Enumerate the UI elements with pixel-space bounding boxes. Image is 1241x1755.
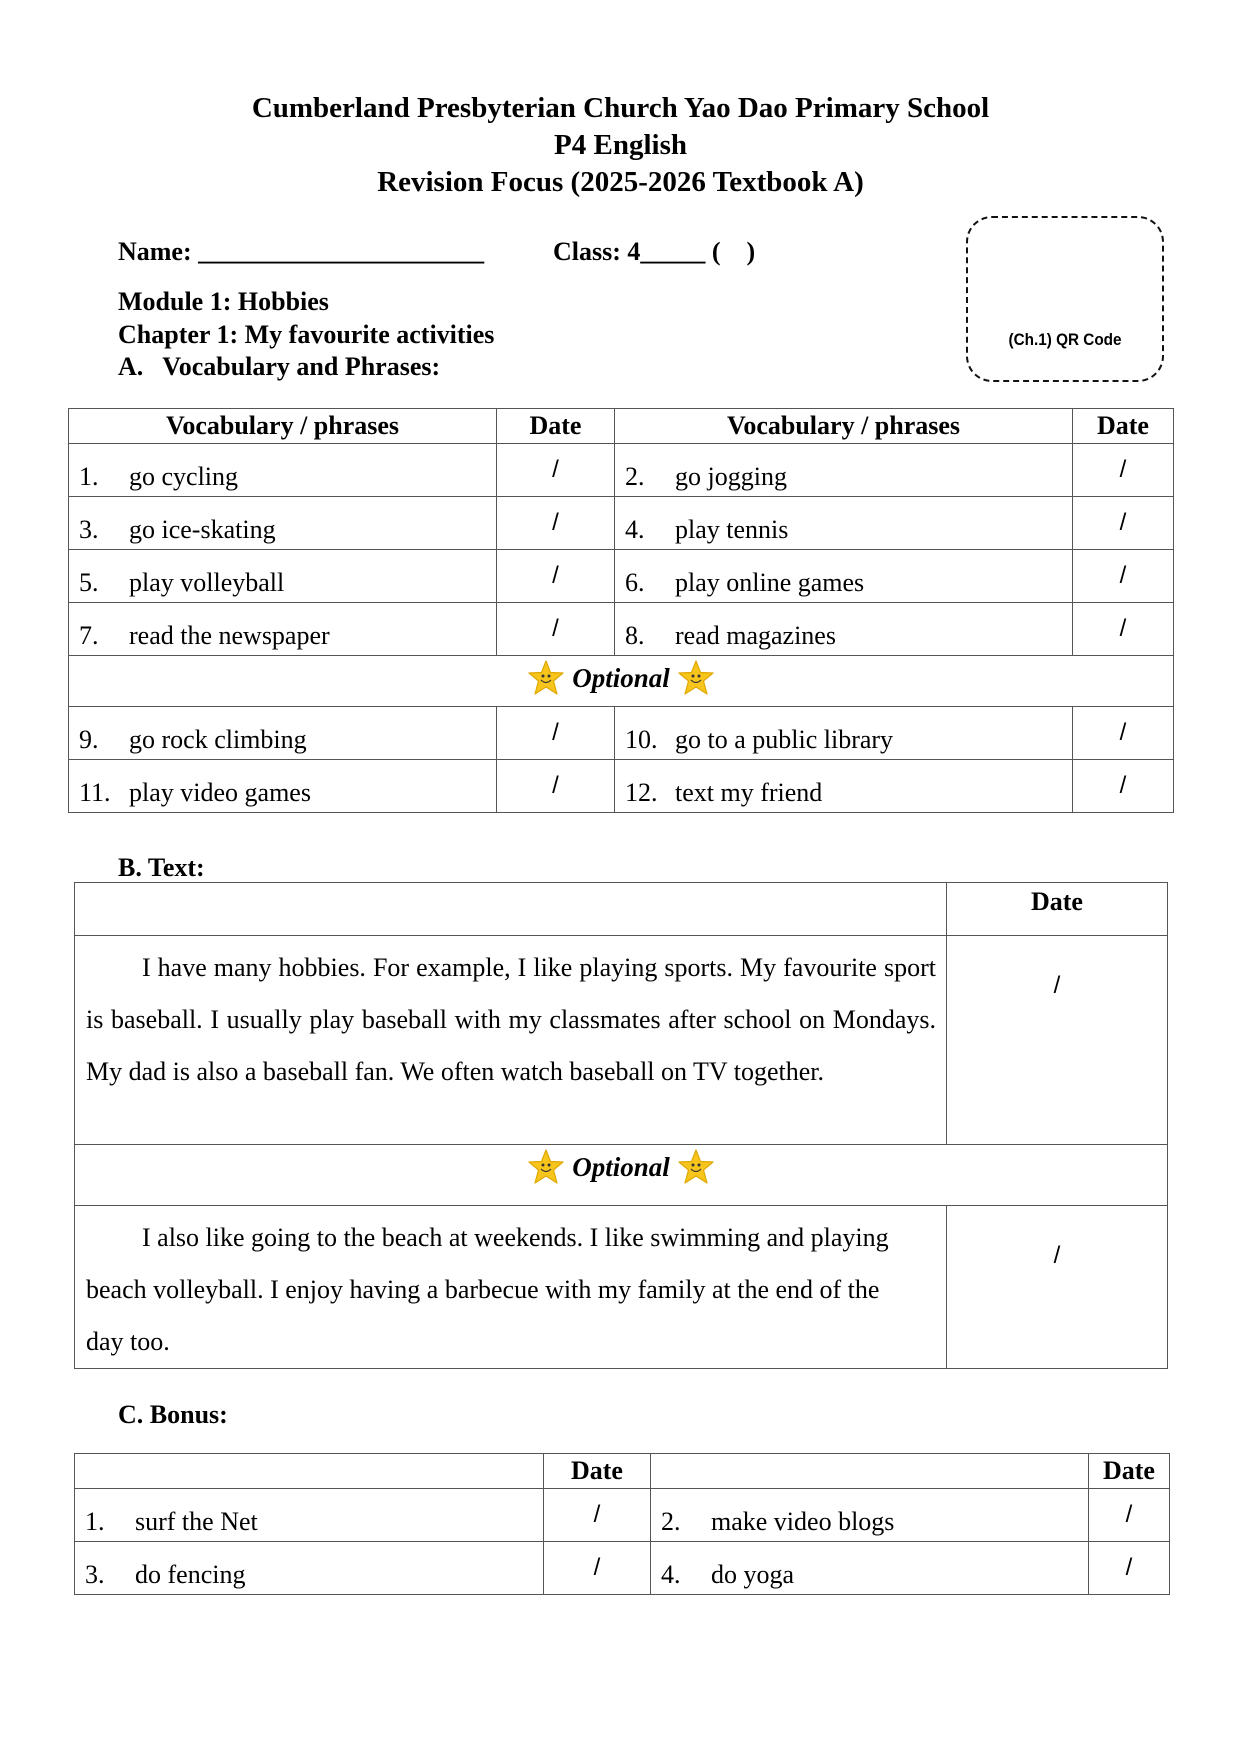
vocab-item: play online games: [675, 568, 865, 597]
item-number: 10.: [625, 725, 658, 754]
bonus-item: do yoga: [711, 1560, 795, 1589]
name-field[interactable]: Name: ______________________: [118, 237, 485, 266]
item-number: 1.: [85, 1507, 105, 1536]
table-row: [75, 1489, 1170, 1542]
document-title: Revision Focus (2025-2026 Textbook A): [377, 166, 864, 198]
vocab-item: play tennis: [675, 515, 789, 544]
smiley-star-icon: [676, 658, 716, 698]
column-header-date: Date: [497, 409, 615, 444]
optional-row: [75, 1145, 1168, 1206]
table-header-row: [75, 883, 1168, 936]
table-header-row: [69, 409, 1174, 444]
table-row: [69, 760, 1174, 813]
vocab-item: play volleyball: [129, 568, 285, 597]
text-table: [74, 882, 1168, 1369]
class-field[interactable]: Class: 4_____ ( ): [553, 237, 756, 266]
date-cell[interactable]: /: [1073, 497, 1174, 550]
column-header-date: Date: [947, 883, 1168, 936]
subject-title: P4 English: [554, 129, 687, 161]
vocab-item: text my friend: [675, 778, 823, 807]
bonus-item: make video blogs: [711, 1507, 895, 1536]
item-number: 3.: [85, 1560, 105, 1589]
date-cell[interactable]: /: [544, 1542, 651, 1595]
item-number: 2.: [625, 462, 645, 491]
section-c-heading: C. Bonus:: [118, 1400, 228, 1429]
vocab-item: go rock climbing: [129, 725, 307, 754]
vocab-item: read magazines: [675, 621, 836, 650]
date-cell[interactable]: /: [947, 936, 1168, 1145]
empty-header-cell: [651, 1454, 1089, 1489]
item-number: 2.: [661, 1507, 681, 1536]
date-cell[interactable]: /: [1073, 760, 1174, 813]
item-number: 5.: [79, 568, 99, 597]
paragraph-text: I also like going to the beach at weekends. I like swimming and playing beach volleyball. I enjoy having a barbecue with my family at the end of the day too.: [86, 1223, 889, 1356]
optional-row: [69, 656, 1174, 707]
smiley-star-icon: [526, 1147, 566, 1187]
section-b-heading: B. Text:: [118, 853, 205, 882]
vocab-item: go cycling: [129, 462, 239, 491]
qr-code-label: (Ch.1) QR Code: [1008, 330, 1122, 349]
paragraph-row: [75, 936, 1168, 1145]
column-header-date: Date: [1089, 1454, 1170, 1489]
item-number: 12.: [625, 778, 658, 807]
column-header-date: Date: [1073, 409, 1174, 444]
empty-header-cell: [75, 1454, 544, 1489]
qr-code-placeholder: [966, 216, 1164, 382]
item-number: 8.: [625, 621, 645, 650]
empty-header-cell: [75, 883, 947, 936]
date-cell[interactable]: /: [947, 1206, 1168, 1369]
smiley-star-icon: [676, 1147, 716, 1187]
table-row: [69, 497, 1174, 550]
item-number: 11.: [79, 778, 111, 807]
vocab-item: play video games: [129, 778, 311, 807]
vocabulary-table: [68, 408, 1174, 813]
table-row: [69, 707, 1174, 760]
table-row: [69, 603, 1174, 656]
date-cell[interactable]: /: [1073, 550, 1174, 603]
date-cell[interactable]: /: [1089, 1489, 1170, 1542]
bonus-table: [74, 1453, 1170, 1595]
date-cell[interactable]: /: [1073, 444, 1174, 497]
item-number: 4.: [661, 1560, 681, 1589]
school-name: Cumberland Presbyterian Church Yao Dao Primary School: [251, 92, 990, 124]
date-cell[interactable]: /: [497, 444, 615, 497]
bonus-item: surf the Net: [135, 1507, 258, 1536]
date-cell[interactable]: /: [1073, 707, 1174, 760]
table-header-row: [75, 1454, 1170, 1489]
item-number: 6.: [625, 568, 645, 597]
smiley-star-icon: [526, 658, 566, 698]
optional-reading-paragraph: [75, 1206, 947, 1369]
column-header-date: Date: [544, 1454, 651, 1489]
column-header-vocab: Vocabulary / phrases: [69, 409, 497, 444]
date-cell[interactable]: /: [497, 603, 615, 656]
vocab-item: go to a public library: [675, 725, 894, 754]
optional-label: Optional: [572, 662, 670, 693]
vocab-item: go jogging: [675, 462, 787, 491]
paragraph-row: [75, 1206, 1168, 1369]
reading-paragraph: [75, 936, 947, 1145]
date-cell[interactable]: /: [1089, 1542, 1170, 1595]
table-row: [75, 1542, 1170, 1595]
vocab-item: read the newspaper: [129, 621, 330, 650]
date-cell[interactable]: /: [497, 550, 615, 603]
vocab-item: go ice-skating: [129, 515, 276, 544]
table-row: [69, 444, 1174, 497]
column-header-vocab: Vocabulary / phrases: [615, 409, 1073, 444]
date-cell[interactable]: /: [1073, 603, 1174, 656]
chapter-title: Chapter 1: My favourite activities: [118, 320, 495, 349]
table-row: [69, 550, 1174, 603]
item-number: 9.: [79, 725, 99, 754]
module-title: Module 1: Hobbies: [118, 287, 329, 316]
optional-label: Optional: [572, 1151, 670, 1182]
date-cell[interactable]: /: [497, 760, 615, 813]
item-number: 3.: [79, 515, 99, 544]
paragraph-text: I have many hobbies. For example, I like playing sports. My favourite sport is baseball. I usually play baseball with my classmates after school on Mondays. My dad is also a baseball fan. We often watch baseball on TV together.: [86, 953, 936, 1086]
date-cell[interactable]: /: [497, 707, 615, 760]
item-number: 7.: [79, 621, 99, 650]
date-cell[interactable]: /: [544, 1489, 651, 1542]
item-number: 1.: [79, 462, 99, 491]
date-cell[interactable]: /: [497, 497, 615, 550]
item-number: 4.: [625, 515, 645, 544]
section-a-heading: A. Vocabulary and Phrases:: [118, 352, 441, 381]
bonus-item: do fencing: [135, 1560, 246, 1589]
